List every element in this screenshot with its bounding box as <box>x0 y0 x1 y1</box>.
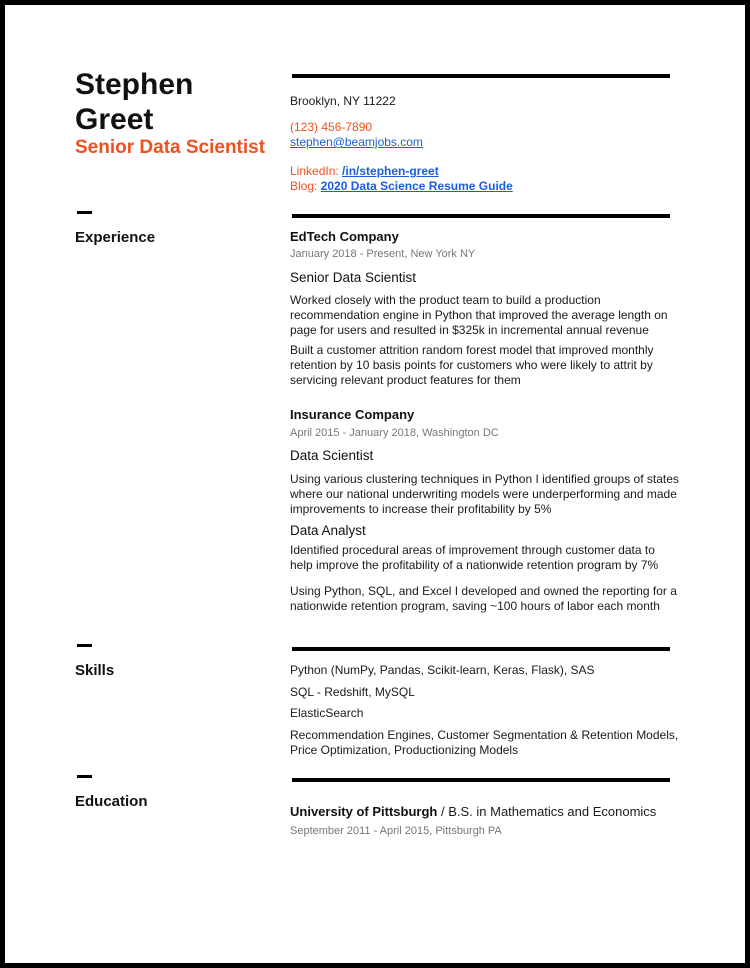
blog-label: Blog: <box>290 179 318 193</box>
experience-bullet: Using Python, SQL, and Excel I developed and owned the reporting for a nationwide retention program, saving ~100 hours of labor each month <box>290 584 677 613</box>
education-dash <box>77 775 92 778</box>
experience-heading: Experience <box>75 229 156 246</box>
degree: B.S. in Mathematics and Economics <box>448 804 657 819</box>
education-row <box>290 804 656 819</box>
email-link[interactable]: stephen@beamjobs.com <box>290 135 423 149</box>
job-meta: January 2018 - Present, New York NY <box>290 248 476 260</box>
education-separator: / <box>437 804 449 819</box>
experience-bullet: Identified procedural areas of improvement through customer data to help improve the profitability of a nationwide retention program by 7% <box>290 543 659 572</box>
job-meta: April 2015 - January 2018, Washington DC <box>290 427 499 439</box>
skill-item: ElasticSearch <box>290 706 364 720</box>
experience-bullet: Worked closely with the product team to build a production recommendation engine in Python that improved the average length on page for users and resulted in $325k in incremental annual revenue <box>290 293 668 337</box>
linkedin-link[interactable]: /in/stephen-greet <box>342 164 439 178</box>
school-name: University of Pittsburgh <box>290 804 438 819</box>
education-meta: September 2011 - April 2015, Pittsburgh PA <box>290 825 502 837</box>
resume-page <box>5 5 745 963</box>
phone: (123) 456-7890 <box>290 120 373 134</box>
company-name: EdTech Company <box>290 229 399 244</box>
education-divider <box>292 778 670 782</box>
address: Brooklyn, NY 11222 <box>290 94 396 108</box>
blog-link[interactable]: 2020 Data Science Resume Guide <box>320 179 513 193</box>
education-heading: Education <box>75 793 148 810</box>
company-name: Insurance Company <box>290 407 415 422</box>
role-title: Senior Data Scientist <box>290 270 417 285</box>
skill-item: SQL - Redshift, MySQL <box>290 685 415 699</box>
job-title: Senior Data Scientist <box>75 137 266 158</box>
top-divider <box>292 74 670 78</box>
experience-bullet: Using various clustering techniques in Python I identified groups of states where our national underwriting models were underperforming and made improvements to increase their profitability by 5% <box>290 472 679 516</box>
experience-divider <box>292 214 670 218</box>
role-title: Data Analyst <box>290 523 366 538</box>
role-title: Data Scientist <box>290 448 374 463</box>
experience-dash <box>77 211 92 214</box>
last-name: Greet <box>75 103 154 136</box>
linkedin-row <box>290 164 439 179</box>
skills-heading: Skills <box>75 662 115 679</box>
first-name: Stephen <box>75 68 194 101</box>
skills-divider <box>292 647 670 651</box>
blog-row <box>290 179 513 194</box>
skills-dash <box>77 644 92 647</box>
experience-bullet: Built a customer attrition random forest model that improved monthly retention by 10 basis points for customers who were likely to attrit by servicing relevant product features for them <box>290 343 654 387</box>
candidate-name <box>75 67 193 137</box>
skill-item: Recommendation Engines, Customer Segmentation & Retention Models, Price Optimization, Productionizing Models <box>290 728 679 757</box>
skill-item: Python (NumPy, Pandas, Scikit-learn, Keras, Flask), SAS <box>290 663 595 677</box>
linkedin-label: LinkedIn: <box>290 164 339 178</box>
